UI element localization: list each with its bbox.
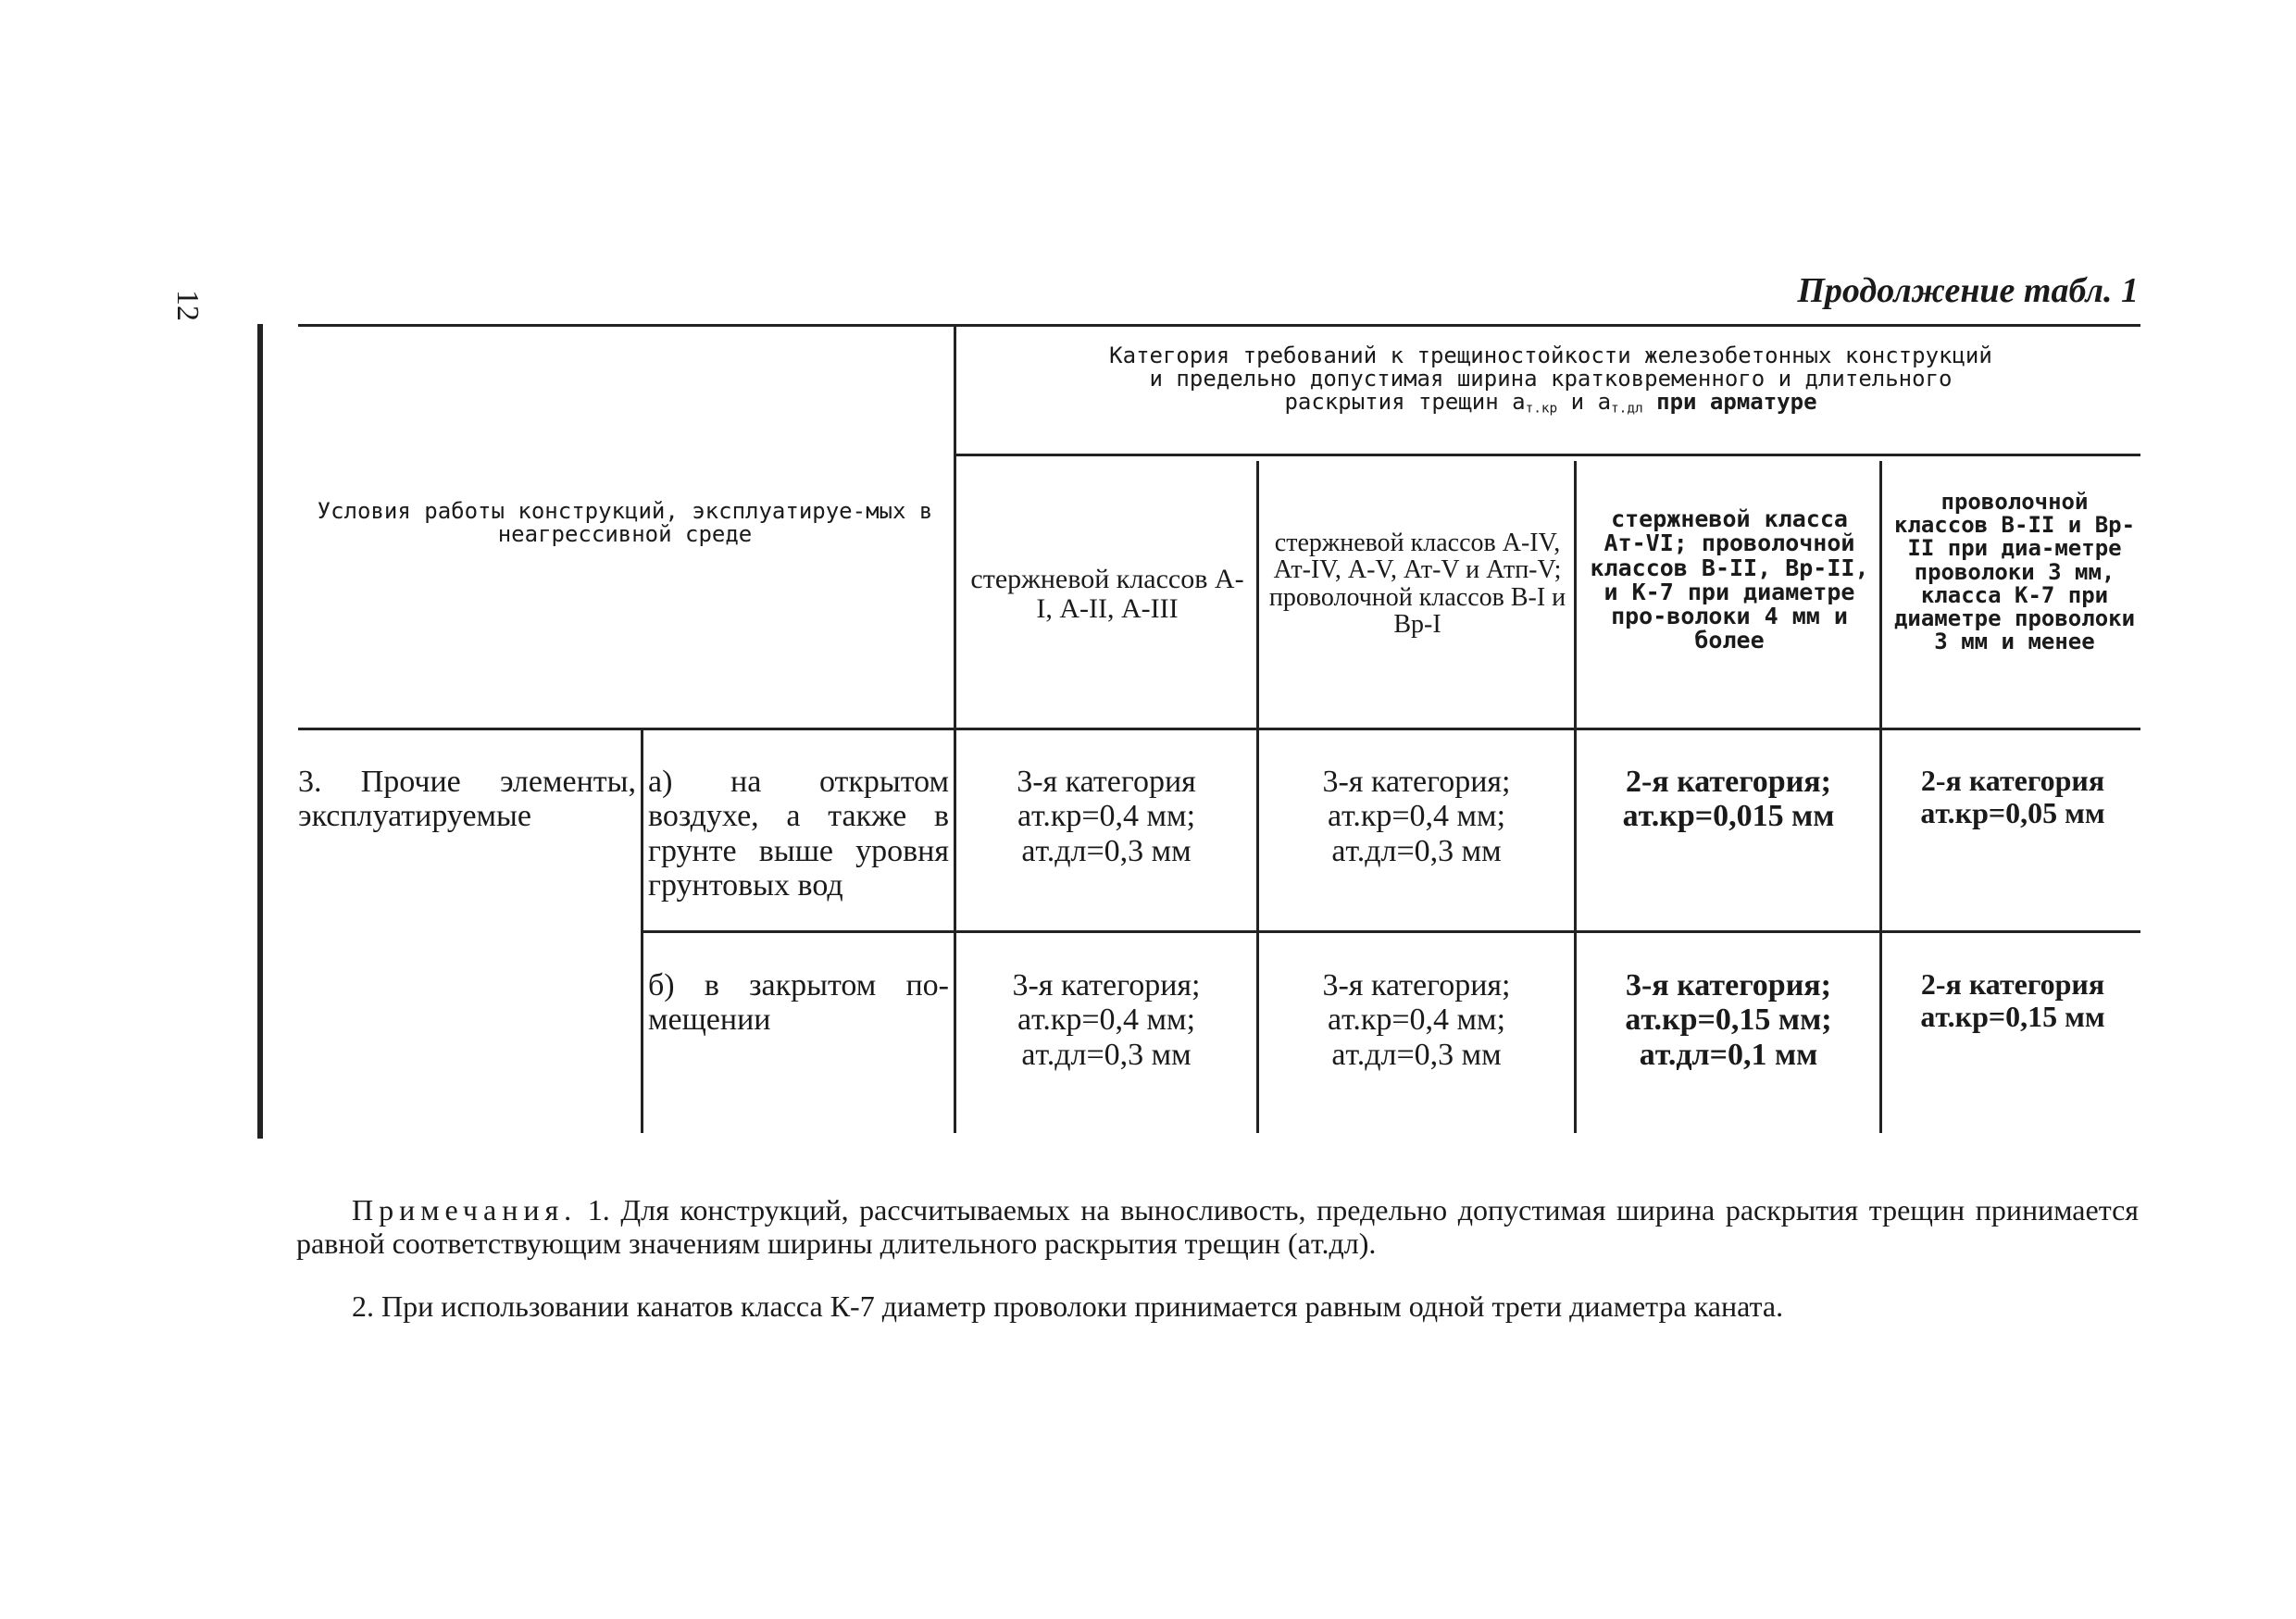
vline-sub (641, 729, 643, 1133)
row-a-col2-line3: aт.дл=0,3 мм (1331, 833, 1502, 868)
row-b-col1-line2: aт.кр=0,4 мм; (1017, 1003, 1196, 1038)
header-col3 (1583, 507, 1876, 654)
row-b-condition: б) в закрытом по-мещении (648, 968, 949, 1038)
row-b-col4-line2: aт.кр=0,15 мм (1920, 1000, 2105, 1034)
header-group-sub2: т.дл (1611, 401, 1643, 417)
header-group-line1: Категория требований к трещиностойкости железобетонных конструкций (1109, 342, 1992, 368)
continuation-title: Продолжение табл. 1 (1797, 271, 2139, 310)
header-col4-text: проволочной классов В-II и Вр-II при диа-метре проволоки 3 мм, класса К-7 при диаметре проволоки 3 мм и менее (1893, 489, 2136, 655)
page-left-rule (257, 324, 263, 1139)
row-b-col2-line3: aт.дл=0,3 мм (1331, 1037, 1502, 1072)
row-a-col1-line3: aт.дл=0,3 мм (1021, 833, 1192, 868)
header-group-line3-c: при арматуре (1642, 389, 1817, 416)
row-b-col3-line2: aт.кр=0,15 мм; (1625, 1003, 1832, 1038)
group-header-rule (954, 454, 2140, 456)
row-a-col3-line2: aт.кр=0,015 мм (1622, 799, 1835, 834)
row-a-col2-line2: aт.кр=0,4 мм; (1327, 799, 1506, 834)
row-b-col3 (1579, 968, 1878, 1072)
header-condition (306, 500, 944, 546)
row-a-col4 (1885, 765, 2140, 829)
header-col2-text: стержневой классов А-IV, Ат-IV, А-V, Ат-V и Атп-V; проволочной классов В-I и Вр-I (1268, 529, 1566, 640)
header-group-sub1: т.кр (1525, 401, 1558, 417)
row-b-col1-line1: 3-я категория; (1012, 968, 1201, 1003)
row-a-col3-line1: 2-я категория; (1625, 765, 1831, 799)
note-2: 2. При использовании канатов класса К-7 диаметр проволоки принимается равным одной трети диаметра каната. (352, 1289, 1784, 1323)
row-a-col2 (1261, 765, 1572, 868)
note-1-text: 1. Для конструкций, рассчитываемых на выносливость, предельно допустимая ширина раскрытия трещин принимается равной соответствующим значениям ширины длительного раскрытия трещин (aт.дл). (296, 1193, 2140, 1260)
row-b-col3-line3: aт.дл=0,1 мм (1639, 1037, 1818, 1072)
header-col1 (963, 565, 1252, 623)
row-a-condition: а) на открытом воздухе, а также в грунте выше уровня грунтовых вод (648, 765, 949, 903)
row-b-col3-line1: 3-я категория; (1625, 968, 1831, 1003)
row-a-col4-line2: aт.кр=0,05 мм (1920, 796, 2105, 830)
page-number: 12 (170, 290, 205, 321)
row-group-label: 3. Прочие элементы, эксплуатируемые (298, 765, 636, 834)
row-a-col1-line1: 3-я категория (1017, 765, 1196, 799)
row-b-col4-line1: 2-я категория (1920, 967, 2105, 1001)
header-group-line3-b: и a (1557, 389, 1612, 416)
row-a-col1-line2: aт.кр=0,4 мм; (1017, 799, 1196, 834)
vline-2 (1256, 461, 1259, 1133)
note-1 (296, 1194, 2139, 1261)
vline-4 (1879, 461, 1882, 1133)
row-a-col2-line1: 3-я категория; (1322, 765, 1511, 799)
header-col3-text: стержневой класса Ат-VI; проволочной классов В-II, Вр-II, и К-7 при диаметре про-волоки 4 мм и более (1590, 505, 1869, 654)
row-b-col1-line3: aт.дл=0,3 мм (1021, 1037, 1192, 1072)
row-a-col1 (957, 765, 1255, 868)
header-group-line3 (963, 391, 2139, 417)
header-col4 (1889, 491, 2140, 654)
row-b-col1 (957, 968, 1255, 1072)
row-b-col2 (1261, 968, 1572, 1072)
vline-3 (1574, 461, 1577, 1133)
header-col1-text: стержневой классов А-I, А-II, А-III (970, 564, 1244, 624)
row-b-col4 (1885, 968, 2140, 1033)
header-group (963, 344, 2139, 417)
row-b-col2-line1: 3-я категория; (1322, 968, 1511, 1003)
header-group-line3-a: раскрытия трещин a (1284, 389, 1526, 416)
header-bottom-rule (298, 728, 2140, 730)
row-divider-rule (641, 930, 2140, 933)
table-top-rule (298, 324, 2140, 327)
header-group-line2: и предельно допустимая ширина кратковременного и длительного (1149, 366, 1953, 392)
notes-label: Примечания. (352, 1193, 578, 1227)
vline-1 (954, 326, 956, 1133)
row-a-col4-line1: 2-я категория (1920, 764, 2105, 797)
header-condition-text: Условия работы конструкций, эксплуатируе-мых в неагрессивной среде (317, 498, 933, 548)
row-a-col3 (1579, 765, 1878, 834)
header-col2 (1267, 529, 1568, 639)
row-b-col2-line2: aт.кр=0,4 мм; (1327, 1003, 1506, 1038)
